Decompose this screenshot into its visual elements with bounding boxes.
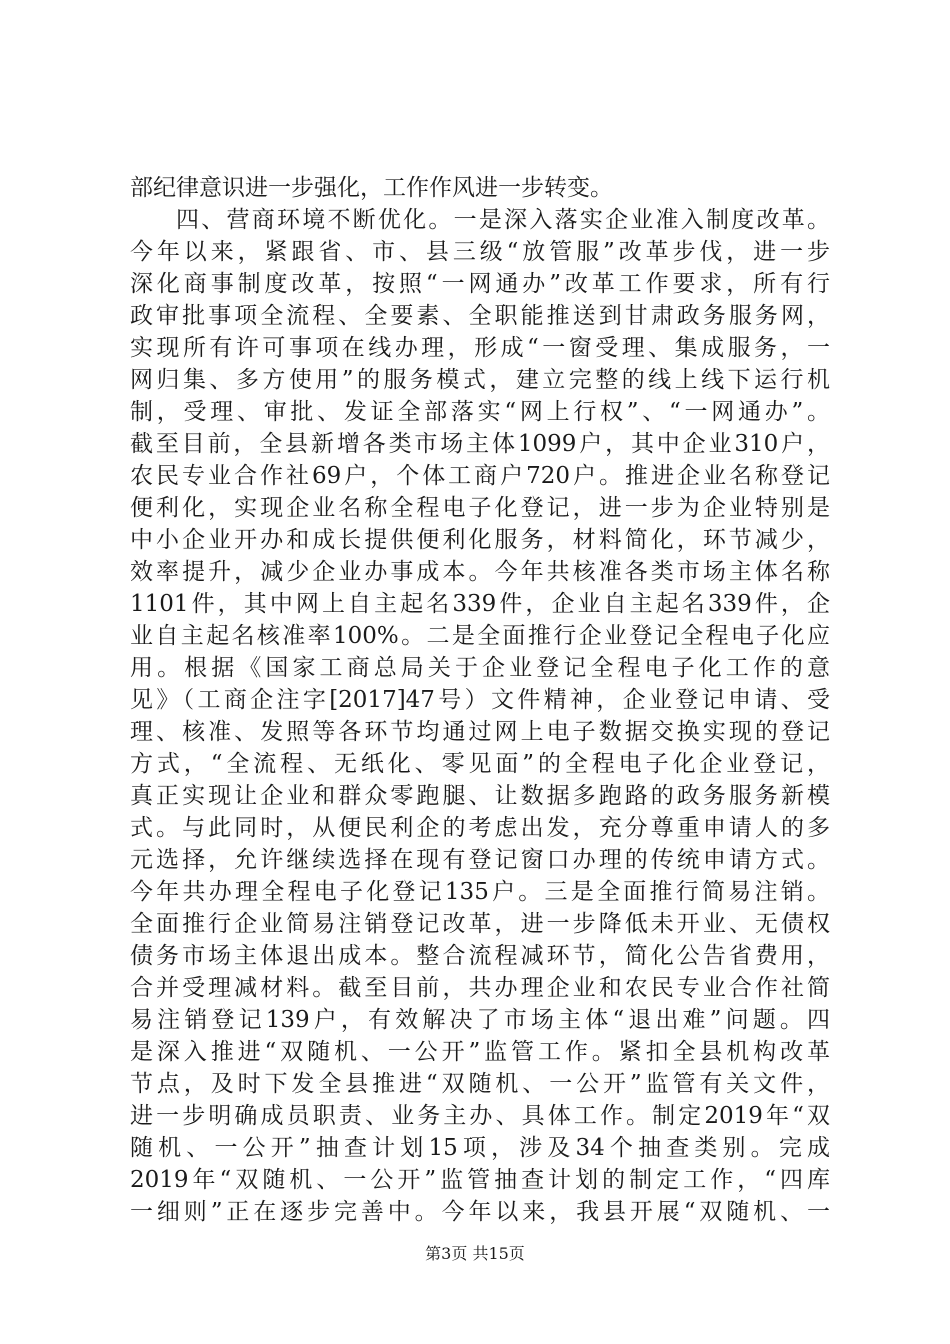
paragraph-line: 是深入推进“双随机、一公开”监管工作。紧扣全县机构改革 bbox=[130, 1039, 830, 1065]
paragraph-line: 网归集、多方使用”的服务模式，建立完整的线上线下运行机 bbox=[130, 367, 830, 393]
paragraph-line: 今年共办理全程电子化登记135户。三是全面推行简易注销。 bbox=[130, 879, 830, 905]
paragraph-line: 业自主起名核准率100%。二是全面推行企业登记全程电子化应 bbox=[130, 623, 830, 649]
paragraph-line: 一细则”正在逐步完善中。今年以来，我县开展“双随机、一 bbox=[130, 1199, 830, 1225]
paragraph-line: 见》（工商企注字[2017]47号）文件精神，企业登记申请、受 bbox=[130, 687, 830, 713]
paragraph-line: 元选择，允许继续选择在现有登记窗口办理的传统申请方式。 bbox=[130, 847, 830, 873]
paragraph-line: 2019年“双随机、一公开”监管抽查计划的制定工作，“四库 bbox=[130, 1167, 830, 1193]
paragraph-line: 深化商事制度改革，按照“一网通办”改革工作要求，所有行 bbox=[130, 271, 830, 297]
paragraph-line: 效率提升，减少企业办事成本。今年共核准各类市场主体名称 bbox=[130, 559, 830, 585]
paragraph-line: 理、核准、发照等各环节均通过网上电子数据交换实现的登记 bbox=[130, 719, 830, 745]
paragraph-line: 今年以来，紧跟省、市、县三级“放管服”改革步伐，进一步 bbox=[130, 239, 830, 265]
paragraph-line: 随机、一公开”抽查计划15项，涉及34个抽查类别。完成 bbox=[130, 1135, 830, 1161]
paragraph-line: 制，受理、审批、发证全部落实“网上行权”、“一网通办”。 bbox=[130, 399, 830, 425]
paragraph-line: 合并受理减材料。截至目前，共办理企业和农民专业合作社简 bbox=[130, 975, 830, 1001]
paragraph-line: 截至目前，全县新增各类市场主体1099户，其中企业310户， bbox=[130, 431, 830, 457]
paragraph-line: 债务市场主体退出成本。整合流程减环节，简化公告省费用， bbox=[130, 943, 830, 969]
paragraph-line: 方式，“全流程、无纸化、零见面”的全程电子化企业登记， bbox=[130, 751, 830, 777]
paragraph-line: 式。与此同时，从便民利企的考虑出发，充分尊重申请人的多 bbox=[130, 815, 830, 841]
paragraph-line: 实现所有许可事项在线办理，形成“一窗受理、集成服务，一 bbox=[130, 335, 830, 361]
document-body bbox=[130, 172, 830, 1228]
paragraph-line: 1101件，其中网上自主起名339件，企业自主起名339件，企 bbox=[130, 591, 830, 617]
page-footer: 第3页 共15页 bbox=[425, 1244, 525, 1263]
paragraph-line: 便利化，实现企业名称全程电子化登记，进一步为企业特别是 bbox=[130, 495, 830, 521]
paragraph-line: 进一步明确成员职责、业务主办、具体工作。制定2019年“双 bbox=[130, 1103, 830, 1129]
paragraph-line: 农民专业合作社69户，个体工商户720户。推进企业名称登记 bbox=[130, 463, 830, 489]
paragraph-line: 部纪律意识进一步强化，工作作风进一步转变。 bbox=[130, 175, 613, 201]
paragraph-line: 四、营商环境不断优化。一是深入落实企业准入制度改革。 bbox=[176, 207, 830, 233]
paragraph-line: 真正实现让企业和群众零跑腿、让数据多跑路的政务服务新模 bbox=[130, 783, 830, 809]
paragraph-line: 中小企业开办和成长提供便利化服务，材料简化，环节减少， bbox=[130, 527, 830, 553]
paragraph-line: 节点，及时下发全县推进“双随机、一公开”监管有关文件， bbox=[130, 1071, 830, 1097]
paragraph-line: 政审批事项全流程、全要素、全职能推送到甘肃政务服务网， bbox=[130, 303, 830, 329]
paragraph-line: 用。根据《国家工商总局关于企业登记全程电子化工作的意 bbox=[130, 655, 830, 681]
paragraph-line: 易注销登记139户，有效解决了市场主体“退出难”问题。四 bbox=[130, 1007, 830, 1033]
paragraph-line: 全面推行企业简易注销登记改革，进一步降低未开业、无债权 bbox=[130, 911, 830, 937]
